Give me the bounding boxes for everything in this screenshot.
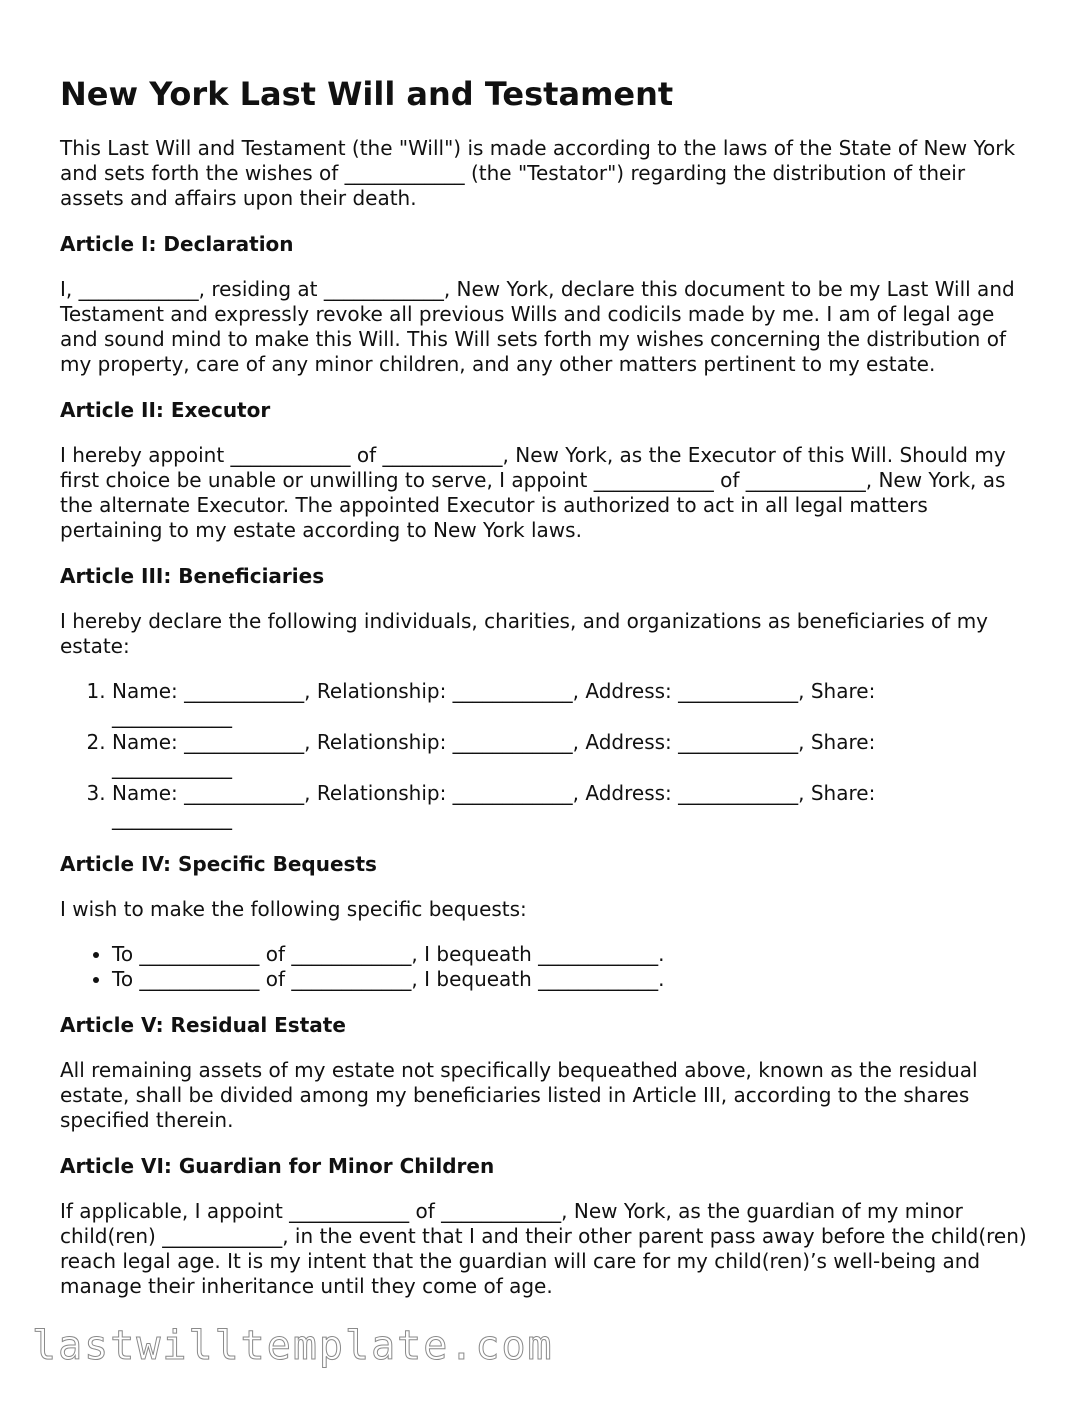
article-executor xyxy=(60,397,1035,543)
article-heading: Article VI: Guardian for Minor Children xyxy=(60,1154,495,1178)
article-body: All remaining assets of my estate not specifically bequeathed above, known as the residual estate, shall be divided among my beneficiaries listed in Article III, according to the shares specified therein. xyxy=(60,1058,978,1132)
article-heading: Article IV: Specific Bequests xyxy=(60,852,377,876)
article-residual-estate xyxy=(60,1012,1035,1133)
intro-paragraph: This Last Will and Testament (the "Will") is made according to the laws of the State of New York and sets forth the wishes of ____________ (the "Testator") regarding the distribution of their assets and affairs upon their death. xyxy=(60,136,1016,210)
bequest-item: • To ____________ of ____________, I bequeath ____________. xyxy=(112,942,1035,967)
article-specific-bequests xyxy=(60,851,1035,992)
article-heading: Article II: Executor xyxy=(60,398,271,422)
article-body: I, ____________, residing at ____________, New York, declare this document to be my Last Will and Testament and expressly revoke all previous Wills and codicils made by me. I am of legal age and sound mind to make this Will. This Will sets forth my wishes concerning the distribution of my property, care of any minor children, and any other matters pertinent to my estate. xyxy=(60,277,1015,376)
beneficiary-list xyxy=(60,679,1035,831)
article-body: I hereby declare the following individuals, charities, and organizations as beneficiaries of my estate: xyxy=(60,609,989,658)
document-page xyxy=(60,70,1035,1319)
watermark-logo: lastwilltemplate.com xyxy=(32,1323,554,1369)
document-title: New York Last Will and Testament xyxy=(60,75,674,113)
article-declaration xyxy=(60,231,1035,377)
bequest-item: • To ____________ of ____________, I bequeath ____________. xyxy=(112,967,1035,992)
article-body: I wish to make the following specific bequests: xyxy=(60,897,527,921)
beneficiary-item: 1. Name: ____________, Relationship: ____________, Address: ____________, Share: ____________ xyxy=(112,679,1035,729)
article-body: I hereby appoint ____________ of ____________, New York, as the Executor of this Will. Should my first choice be unable or unwilling to serve, I appoint ____________ of ____________, New York, as the alternate Executor. The appointed Executor is authorized to act in all legal matters pertaining to my estate according to New York laws. xyxy=(60,443,1006,542)
article-guardian xyxy=(60,1153,1035,1299)
beneficiary-item: 3. Name: ____________, Relationship: ____________, Address: ____________, Share: ____________ xyxy=(112,781,1035,831)
article-beneficiaries xyxy=(60,563,1035,831)
article-heading: Article I: Declaration xyxy=(60,232,294,256)
article-body: If applicable, I appoint ____________ of ____________, New York, as the guardian of my minor child(ren) ____________, in the event that I and their other parent pass away before the child(ren) reach legal age. It is my intent that the guardian will care for my child(ren)’s well-being and manage their inheritance until they come of age. xyxy=(60,1199,1027,1298)
beneficiary-item: 2. Name: ____________, Relationship: ____________, Address: ____________, Share: ____________ xyxy=(112,730,1035,780)
article-heading: Article III: Beneficiaries xyxy=(60,564,325,588)
bequest-list xyxy=(60,942,1035,992)
article-heading: Article V: Residual Estate xyxy=(60,1013,346,1037)
